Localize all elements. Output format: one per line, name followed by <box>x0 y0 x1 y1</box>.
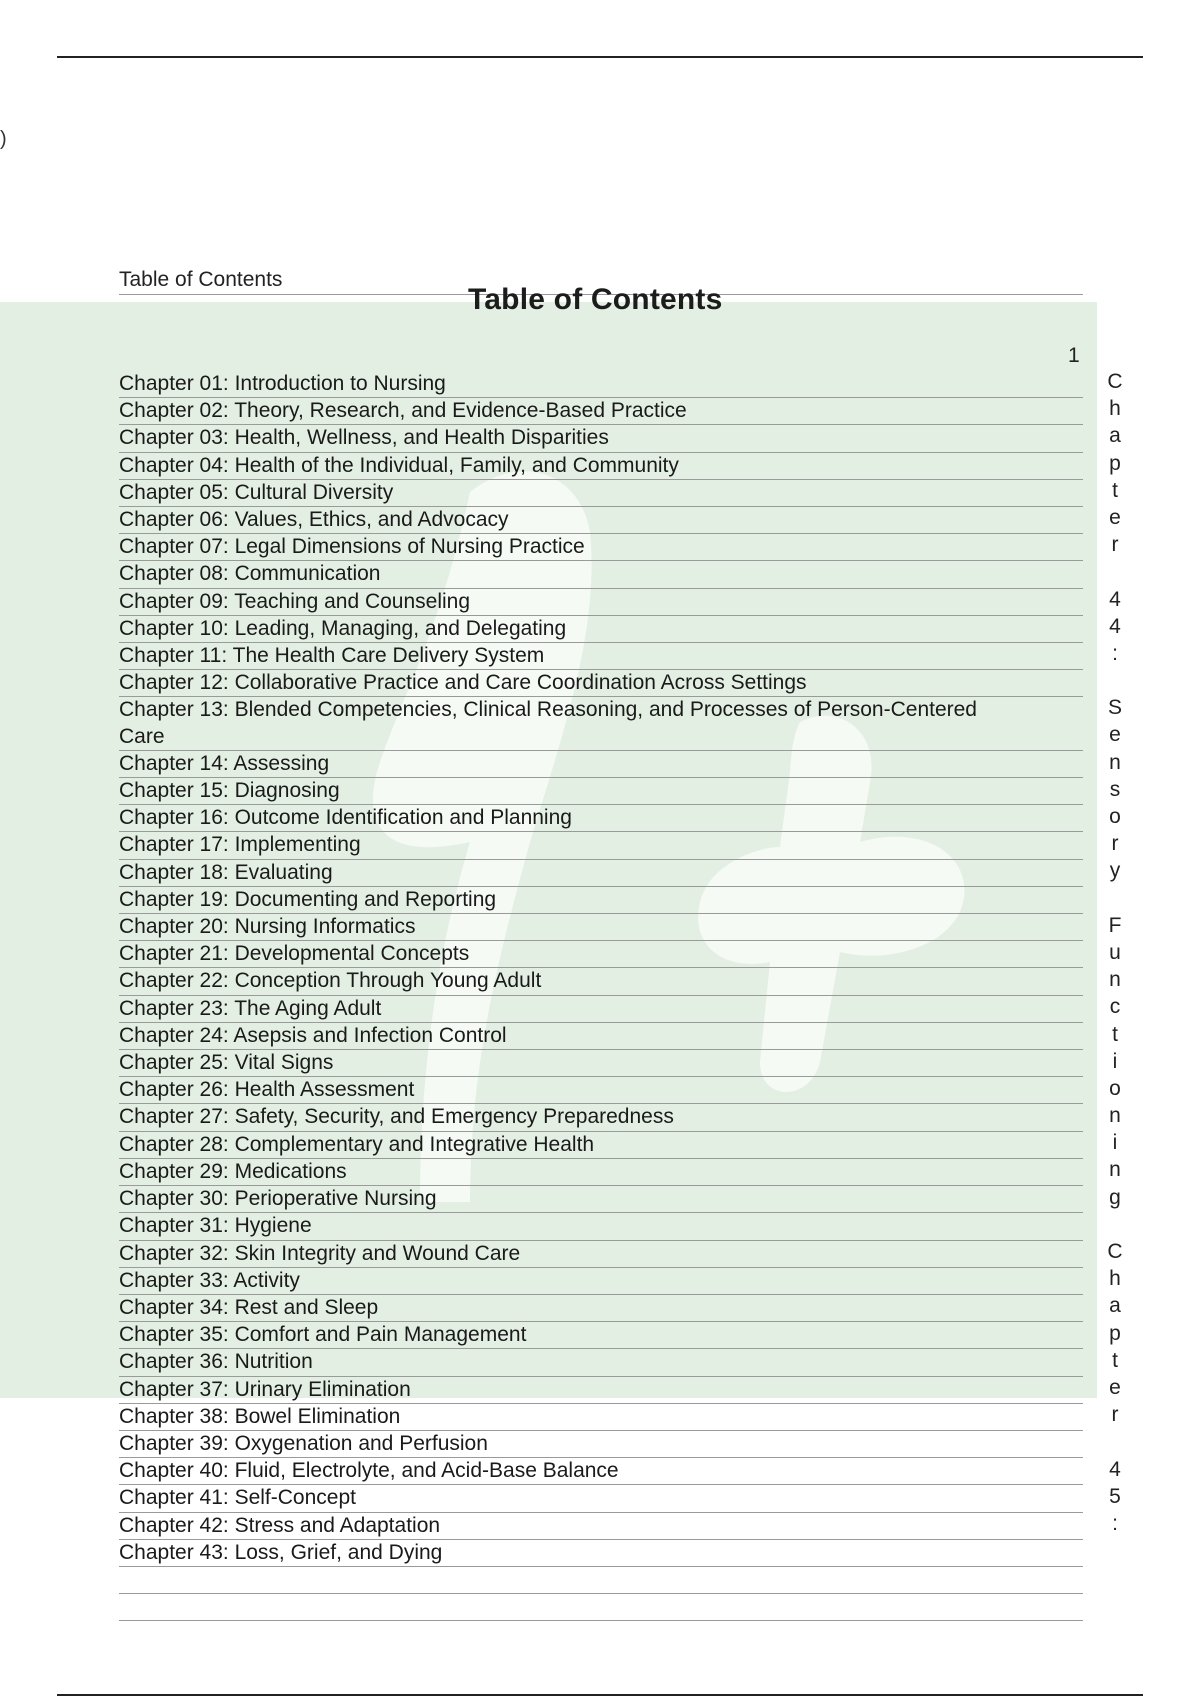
toc-entry[interactable]: Chapter 36: Nutrition <box>119 1349 1083 1376</box>
toc-entry[interactable]: Chapter 20: Nursing Informatics <box>119 914 1083 941</box>
toc-entry[interactable]: Chapter 34: Rest and Sleep <box>119 1295 1083 1322</box>
toc-entry[interactable]: Chapter 06: Values, Ethics, and Advocacy <box>119 507 1083 534</box>
toc-entry[interactable]: Chapter 05: Cultural Diversity <box>119 480 1083 507</box>
toc-entry[interactable]: Chapter 24: Asepsis and Infection Control <box>119 1023 1083 1050</box>
vertical-char: i <box>1112 1049 1118 1073</box>
vertical-char: 5 <box>1109 1484 1121 1508</box>
toc-entry[interactable]: Chapter 41: Self-Concept <box>119 1485 1083 1512</box>
toc-entry[interactable]: Chapter 31: Hygiene <box>119 1213 1083 1240</box>
vertical-char: t <box>1112 1348 1118 1372</box>
toc-entry[interactable]: Chapter 42: Stress and Adaptation <box>119 1513 1083 1540</box>
vertical-char: S <box>1107 696 1122 720</box>
vertical-char: c <box>1109 995 1121 1019</box>
vertical-char: o <box>1109 1076 1121 1100</box>
vertical-char: r <box>1111 1403 1119 1427</box>
vertical-char: a <box>1109 424 1121 448</box>
top-rule <box>57 56 1143 58</box>
empty-toc-line <box>119 1594 1083 1621</box>
table-of-contents <box>119 371 1083 1621</box>
toc-entry[interactable]: Chapter 01: Introduction to Nursing <box>119 371 1083 398</box>
toc-entry[interactable]: Chapter 13: Blended Competencies, Clinical Reasoning, and Processes of Person-Centered Care <box>119 697 1083 750</box>
vertical-char: e <box>1109 1375 1121 1399</box>
toc-entry[interactable]: Chapter 32: Skin Integrity and Wound Care <box>119 1241 1083 1268</box>
vertical-char: e <box>1109 723 1121 747</box>
toc-entry[interactable]: Chapter 21: Developmental Concepts <box>119 941 1083 968</box>
vertical-char: C <box>1107 1240 1123 1263</box>
vertical-chapter-text <box>1100 368 1130 1537</box>
vertical-char: h <box>1109 397 1121 421</box>
vertical-char: a <box>1109 1294 1121 1318</box>
vertical-char: n <box>1109 968 1121 992</box>
toc-entry[interactable]: Chapter 15: Diagnosing <box>119 778 1083 805</box>
vertical-char: 4 <box>1109 587 1121 611</box>
vertical-char: n <box>1109 750 1121 774</box>
vertical-char: s <box>1109 777 1121 801</box>
vertical-char: : <box>1112 1511 1118 1535</box>
toc-entry[interactable]: Chapter 29: Medications <box>119 1159 1083 1186</box>
toc-entry[interactable]: Chapter 30: Perioperative Nursing <box>119 1186 1083 1213</box>
vertical-char: y <box>1109 859 1121 883</box>
vertical-char: u <box>1109 940 1121 964</box>
toc-entry[interactable]: Chapter 04: Health of the Individual, Family, and Community <box>119 453 1083 480</box>
toc-entry[interactable]: Chapter 07: Legal Dimensions of Nursing Practice <box>119 534 1083 561</box>
vertical-char: : <box>1112 641 1118 665</box>
toc-entry[interactable]: Chapter 33: Activity <box>119 1268 1083 1295</box>
vertical-char <box>1100 1428 1130 1455</box>
vertical-char: p <box>1109 451 1121 475</box>
toc-entry[interactable]: Chapter 26: Health Assessment <box>119 1077 1083 1104</box>
vertical-char <box>1100 885 1130 912</box>
toc-entry[interactable]: Chapter 02: Theory, Research, and Evidence-Based Practice <box>119 398 1083 425</box>
vertical-char: 4 <box>1109 1457 1121 1481</box>
vertical-char <box>1100 558 1130 585</box>
vertical-char: i <box>1112 1131 1118 1155</box>
toc-entry[interactable]: Chapter 03: Health, Wellness, and Health Disparities <box>119 425 1083 452</box>
toc-entry[interactable]: Chapter 43: Loss, Grief, and Dying <box>119 1540 1083 1567</box>
toc-entry[interactable]: Chapter 09: Teaching and Counseling <box>119 589 1083 616</box>
toc-entry[interactable]: Chapter 12: Collaborative Practice and Care Coordination Across Settings <box>119 670 1083 697</box>
vertical-char <box>1100 1211 1130 1238</box>
vertical-char: p <box>1109 1321 1121 1345</box>
toc-entry[interactable]: Chapter 11: The Health Care Delivery System <box>119 643 1083 670</box>
vertical-char: C <box>1107 370 1123 393</box>
vertical-char: r <box>1111 832 1119 856</box>
toc-entry[interactable]: Chapter 27: Safety, Security, and Emergency Preparedness <box>119 1104 1083 1131</box>
toc-entry[interactable]: Chapter 40: Fluid, Electrolyte, and Acid-Base Balance <box>119 1458 1083 1485</box>
toc-entry[interactable]: Chapter 14: Assessing <box>119 751 1083 778</box>
page-title: Table of Contents <box>468 283 723 316</box>
vertical-char: r <box>1111 533 1119 557</box>
vertical-char: n <box>1109 1158 1121 1182</box>
vertical-char: o <box>1109 805 1121 828</box>
vertical-char: g <box>1109 1185 1121 1209</box>
vertical-char: t <box>1112 1022 1118 1046</box>
stray-mark: ) <box>0 128 7 150</box>
vertical-char <box>1100 667 1130 694</box>
vertical-char: t <box>1112 478 1118 502</box>
toc-entry[interactable]: Chapter 25: Vital Signs <box>119 1050 1083 1077</box>
toc-entry[interactable]: Chapter 28: Complementary and Integrative Health <box>119 1132 1083 1159</box>
vertical-char: h <box>1109 1267 1121 1291</box>
toc-entry[interactable]: Chapter 19: Documenting and Reporting <box>119 887 1083 914</box>
toc-entry[interactable]: Chapter 39: Oxygenation and Perfusion <box>119 1431 1083 1458</box>
page-number: 1 <box>1068 344 1080 367</box>
toc-entry[interactable]: Chapter 08: Communication <box>119 561 1083 588</box>
vertical-char: e <box>1109 505 1121 529</box>
toc-entry[interactable]: Chapter 17: Implementing <box>119 832 1083 859</box>
toc-entry[interactable]: Chapter 10: Leading, Managing, and Delegating <box>119 616 1083 643</box>
empty-toc-line <box>119 1567 1083 1594</box>
bottom-rule <box>57 1694 1143 1696</box>
toc-entry[interactable]: Chapter 35: Comfort and Pain Management <box>119 1322 1083 1349</box>
toc-entry[interactable]: Chapter 37: Urinary Elimination <box>119 1377 1083 1404</box>
toc-entry[interactable]: Chapter 18: Evaluating <box>119 860 1083 887</box>
toc-entry[interactable]: Chapter 22: Conception Through Young Adult <box>119 968 1083 995</box>
toc-entry[interactable]: Chapter 38: Bowel Elimination <box>119 1404 1083 1431</box>
vertical-char: 4 <box>1109 614 1121 638</box>
running-header: Table of Contents <box>119 268 283 291</box>
vertical-char: n <box>1109 1104 1121 1128</box>
toc-entry[interactable]: Chapter 16: Outcome Identification and Planning <box>119 805 1083 832</box>
toc-entry[interactable]: Chapter 23: The Aging Adult <box>119 996 1083 1023</box>
vertical-char: F <box>1108 913 1122 937</box>
